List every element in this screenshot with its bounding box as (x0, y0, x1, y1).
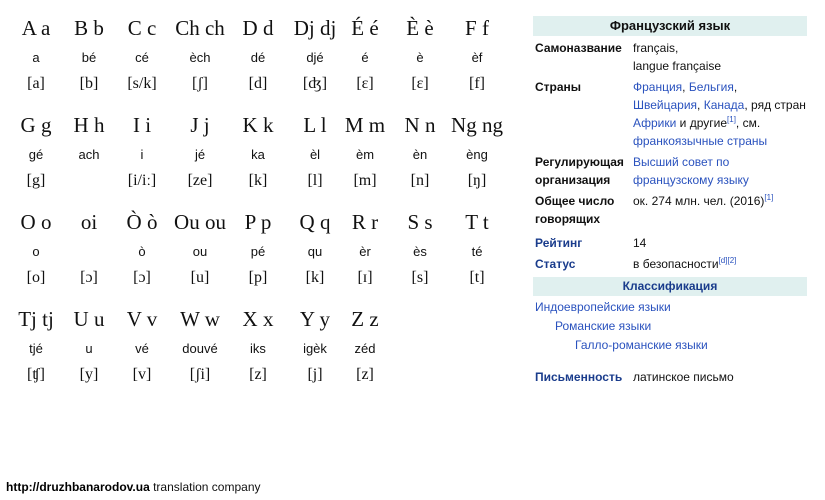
letter-ipa: [ɛ] (356, 75, 374, 92)
letter-cell (230, 111, 286, 191)
letter-glyph: U u (73, 307, 105, 331)
letter-ipa: [p] (248, 269, 268, 286)
letter-ipa: [ɪ] (357, 269, 373, 286)
letter-glyph: I i (132, 113, 152, 137)
letter-ipa: [k] (305, 269, 325, 286)
letter-ipa: [s/k] (127, 75, 157, 92)
letter-glyph: È è (406, 16, 434, 40)
alphabet-table (8, 14, 528, 402)
letter-name: cé (135, 50, 149, 65)
footer-site[interactable]: http://druzhbanarodov.ua (6, 480, 150, 494)
letter-name: èf (471, 50, 483, 65)
letter-name: pé (250, 244, 266, 259)
letter-ipa: [ɔ] (80, 269, 98, 286)
letter-name: jé (194, 147, 206, 162)
self-name-row (533, 39, 807, 75)
letter-name: iks (250, 341, 266, 356)
status-label[interactable]: Статус (535, 257, 576, 271)
letter-name: o (32, 244, 40, 259)
letter-cell (392, 208, 448, 288)
letter-name: èng (466, 147, 488, 162)
regulator-value (633, 153, 807, 189)
letter-name: bé (81, 50, 97, 65)
letter-name: èr (359, 244, 371, 259)
link-gallo-romance[interactable]: Галло-романские языки (575, 338, 708, 352)
letter-glyph: K k (242, 113, 274, 137)
link-francophone-countries[interactable]: франкоязычные страны (633, 134, 768, 148)
letter-cell (172, 208, 228, 288)
status-row (533, 255, 807, 273)
letter-glyph: Ò ò (126, 210, 158, 234)
letter-cell (449, 111, 505, 191)
letter-ipa: [g] (26, 172, 46, 189)
classification-tree (533, 298, 807, 355)
letter-glyph: M m (344, 113, 386, 137)
letter-ipa: [k] (248, 172, 268, 189)
footer-text: translation company (149, 480, 261, 494)
link-belgium[interactable]: Бельгия (688, 80, 734, 94)
letter-glyph: Tj tj (18, 307, 54, 331)
letter-cell (230, 208, 286, 288)
letter-name: dé (250, 50, 266, 65)
letter-glyph: oi (80, 210, 98, 234)
link-france[interactable]: Франция (633, 80, 683, 94)
link-indo-european[interactable]: Индоевропейские языки (535, 300, 671, 314)
letter-glyph: Z z (351, 307, 379, 331)
letter-cell (287, 14, 343, 94)
script-value: латинское письмо (633, 370, 734, 384)
letter-cell (337, 111, 393, 191)
letter-cell (61, 14, 117, 94)
letter-glyph: O o (20, 210, 52, 234)
letter-cell (8, 305, 64, 385)
countries-value (633, 78, 807, 150)
letter-glyph: V v (126, 307, 158, 331)
speakers-value (633, 192, 807, 228)
alphabet-row (8, 208, 528, 305)
alphabet-row (8, 111, 528, 208)
letter-name: vé (135, 341, 149, 356)
letter-ipa: [j] (307, 366, 323, 383)
letter-ipa: [z] (249, 366, 267, 383)
letter-glyph: Q q (299, 210, 331, 234)
rating-label[interactable]: Рейтинг (535, 236, 583, 250)
letter-ipa: [ŋ] (467, 172, 487, 189)
letter-name: è (416, 50, 424, 65)
letter-ipa: [f] (469, 75, 485, 92)
letter-name: èch (189, 50, 211, 65)
letter-name: ou (192, 244, 208, 259)
letter-glyph: N n (404, 113, 436, 137)
letter-cell (287, 208, 343, 288)
letter-glyph: J j (190, 113, 210, 137)
link-regulator[interactable]: Высший совет по французскому языку (633, 155, 749, 187)
letter-name: gé (28, 147, 44, 162)
script-label[interactable]: Письменность (535, 370, 623, 384)
letter-ipa (61, 171, 117, 191)
countries-text-others: и другие (676, 116, 728, 130)
letter-ipa: [y] (79, 366, 99, 383)
letter-name (61, 244, 117, 260)
letter-name: èn (412, 147, 428, 162)
letter-glyph: D d (242, 16, 274, 40)
letter-cell (8, 14, 64, 94)
speakers-row (533, 192, 807, 228)
letter-ipa: [ʧ] (26, 366, 45, 383)
letter-ipa: [l] (307, 172, 323, 189)
letter-cell (337, 305, 393, 385)
letter-name: té (471, 244, 483, 259)
letter-name: èl (309, 147, 321, 162)
alphabet-row (8, 14, 528, 111)
letter-cell (449, 14, 505, 94)
footer (6, 479, 261, 495)
countries-text-see: , см. (735, 116, 761, 130)
letter-glyph: A a (21, 16, 51, 40)
letter-glyph: C c (127, 16, 157, 40)
infobox-title: Французский язык (533, 16, 807, 36)
letter-glyph: W w (180, 307, 220, 331)
letter-cell (114, 305, 170, 385)
speakers-ref-1[interactable]: [1] (764, 193, 774, 202)
letter-glyph: G g (20, 113, 52, 137)
letter-name: èm (355, 147, 375, 162)
letter-name: zéd (354, 341, 376, 356)
rating-row (533, 234, 807, 252)
letter-glyph: L l (303, 113, 327, 137)
letter-name: djé (306, 50, 324, 65)
letter-cell (8, 111, 64, 191)
letter-cell (172, 111, 228, 191)
letter-name: u (85, 341, 93, 356)
letter-ipa: [o] (26, 269, 46, 286)
letter-cell (61, 208, 117, 288)
letter-cell (392, 111, 448, 191)
letter-name: ka (251, 147, 265, 162)
speakers-label: Общее число говорящих (535, 194, 615, 226)
letter-glyph: B b (74, 16, 104, 40)
self-name-value (633, 39, 807, 75)
letter-ipa: [m] (353, 172, 377, 189)
countries-text-many: , ряд стран (744, 98, 806, 112)
letter-ipa: [ze] (187, 172, 213, 189)
letter-name: é (361, 50, 369, 65)
regulator-row (533, 153, 807, 189)
language-infobox (533, 16, 807, 386)
letter-ipa: [ʃ] (192, 75, 208, 92)
letter-ipa: [v] (132, 366, 152, 383)
letter-cell (172, 305, 228, 385)
classification-header[interactable]: Классификация (533, 277, 807, 296)
letter-name: douvé (182, 341, 218, 356)
speakers-count: ок. 274 млн. чел. (2016) (633, 194, 765, 208)
letter-cell (449, 208, 505, 288)
letter-glyph: Ou ou (174, 210, 226, 234)
status-text: в безопасности (633, 257, 719, 271)
self-name-line1: français, (633, 41, 679, 55)
letter-ipa: [z] (356, 366, 374, 383)
letter-cell (114, 14, 170, 94)
letter-ipa: [ɛ] (411, 75, 429, 92)
letter-glyph: X x (242, 307, 274, 331)
letter-glyph: S s (407, 210, 433, 234)
letter-cell (8, 208, 64, 288)
letter-name: igèk (303, 341, 327, 356)
letter-cell (337, 208, 393, 288)
letter-cell (337, 14, 393, 94)
self-name-label: Самоназвание (535, 41, 622, 55)
letter-name: ò (138, 244, 146, 259)
letter-cell (114, 208, 170, 288)
link-canada[interactable]: Канада (703, 98, 745, 112)
letter-cell (287, 111, 343, 191)
letter-ipa: [n] (410, 172, 430, 189)
letter-ipa: [ɔ] (133, 269, 151, 286)
letter-glyph: Ch ch (175, 16, 225, 40)
countries-sep2: , (733, 80, 738, 94)
countries-sep1: , (682, 80, 689, 94)
letter-cell (172, 14, 228, 94)
letter-glyph: Dj dj (293, 16, 337, 40)
link-switzerland[interactable]: Швейцария (633, 98, 698, 112)
letter-ipa: [t] (469, 269, 485, 286)
letter-glyph: É é (351, 16, 379, 40)
letter-ipa: [a] (27, 75, 45, 92)
letter-ipa: [ʤ] (302, 75, 328, 92)
countries-ref-1[interactable]: [1] (727, 115, 736, 124)
letter-cell (61, 111, 117, 191)
letter-cell (230, 14, 286, 94)
letter-glyph: Y y (299, 307, 331, 331)
letter-name: qu (307, 244, 323, 259)
self-name-line2: langue française (633, 59, 722, 73)
letter-ipa: [ʃi] (189, 366, 211, 383)
letter-ipa: [u] (190, 269, 210, 286)
script-row (533, 368, 807, 386)
countries-row (533, 78, 807, 150)
countries-label: Страны (535, 80, 582, 94)
status-value (633, 255, 807, 273)
letter-name: i (140, 147, 144, 162)
letter-glyph: F f (465, 16, 489, 40)
letter-glyph: H h (73, 113, 105, 137)
letter-name: a (32, 50, 40, 65)
letter-ipa: [i/iː] (127, 172, 157, 189)
letter-ipa: [s] (411, 269, 429, 286)
letter-cell (392, 14, 448, 94)
rating-value: 14 (633, 236, 647, 250)
letter-cell (114, 111, 170, 191)
letter-glyph: Ng ng (451, 113, 503, 137)
link-romance[interactable]: Романские языки (555, 319, 652, 333)
letter-glyph: T t (465, 210, 489, 234)
letter-cell (287, 305, 343, 385)
letter-cell (230, 305, 286, 385)
letter-name: ès (413, 244, 427, 259)
letter-ipa: [b] (79, 75, 99, 92)
link-africa[interactable]: Африки (633, 116, 677, 130)
letter-name: tjé (29, 341, 43, 356)
letter-name: ach (78, 147, 100, 162)
letter-glyph: P p (244, 210, 272, 234)
countries-sep3: , (697, 98, 704, 112)
alphabet-row (8, 305, 528, 402)
regulator-label: Регулирующая организация (535, 155, 624, 187)
status-refs[interactable]: [d][2] (718, 256, 737, 265)
letter-ipa: [d] (248, 75, 268, 92)
letter-glyph: R r (351, 210, 379, 234)
letter-cell (61, 305, 117, 385)
